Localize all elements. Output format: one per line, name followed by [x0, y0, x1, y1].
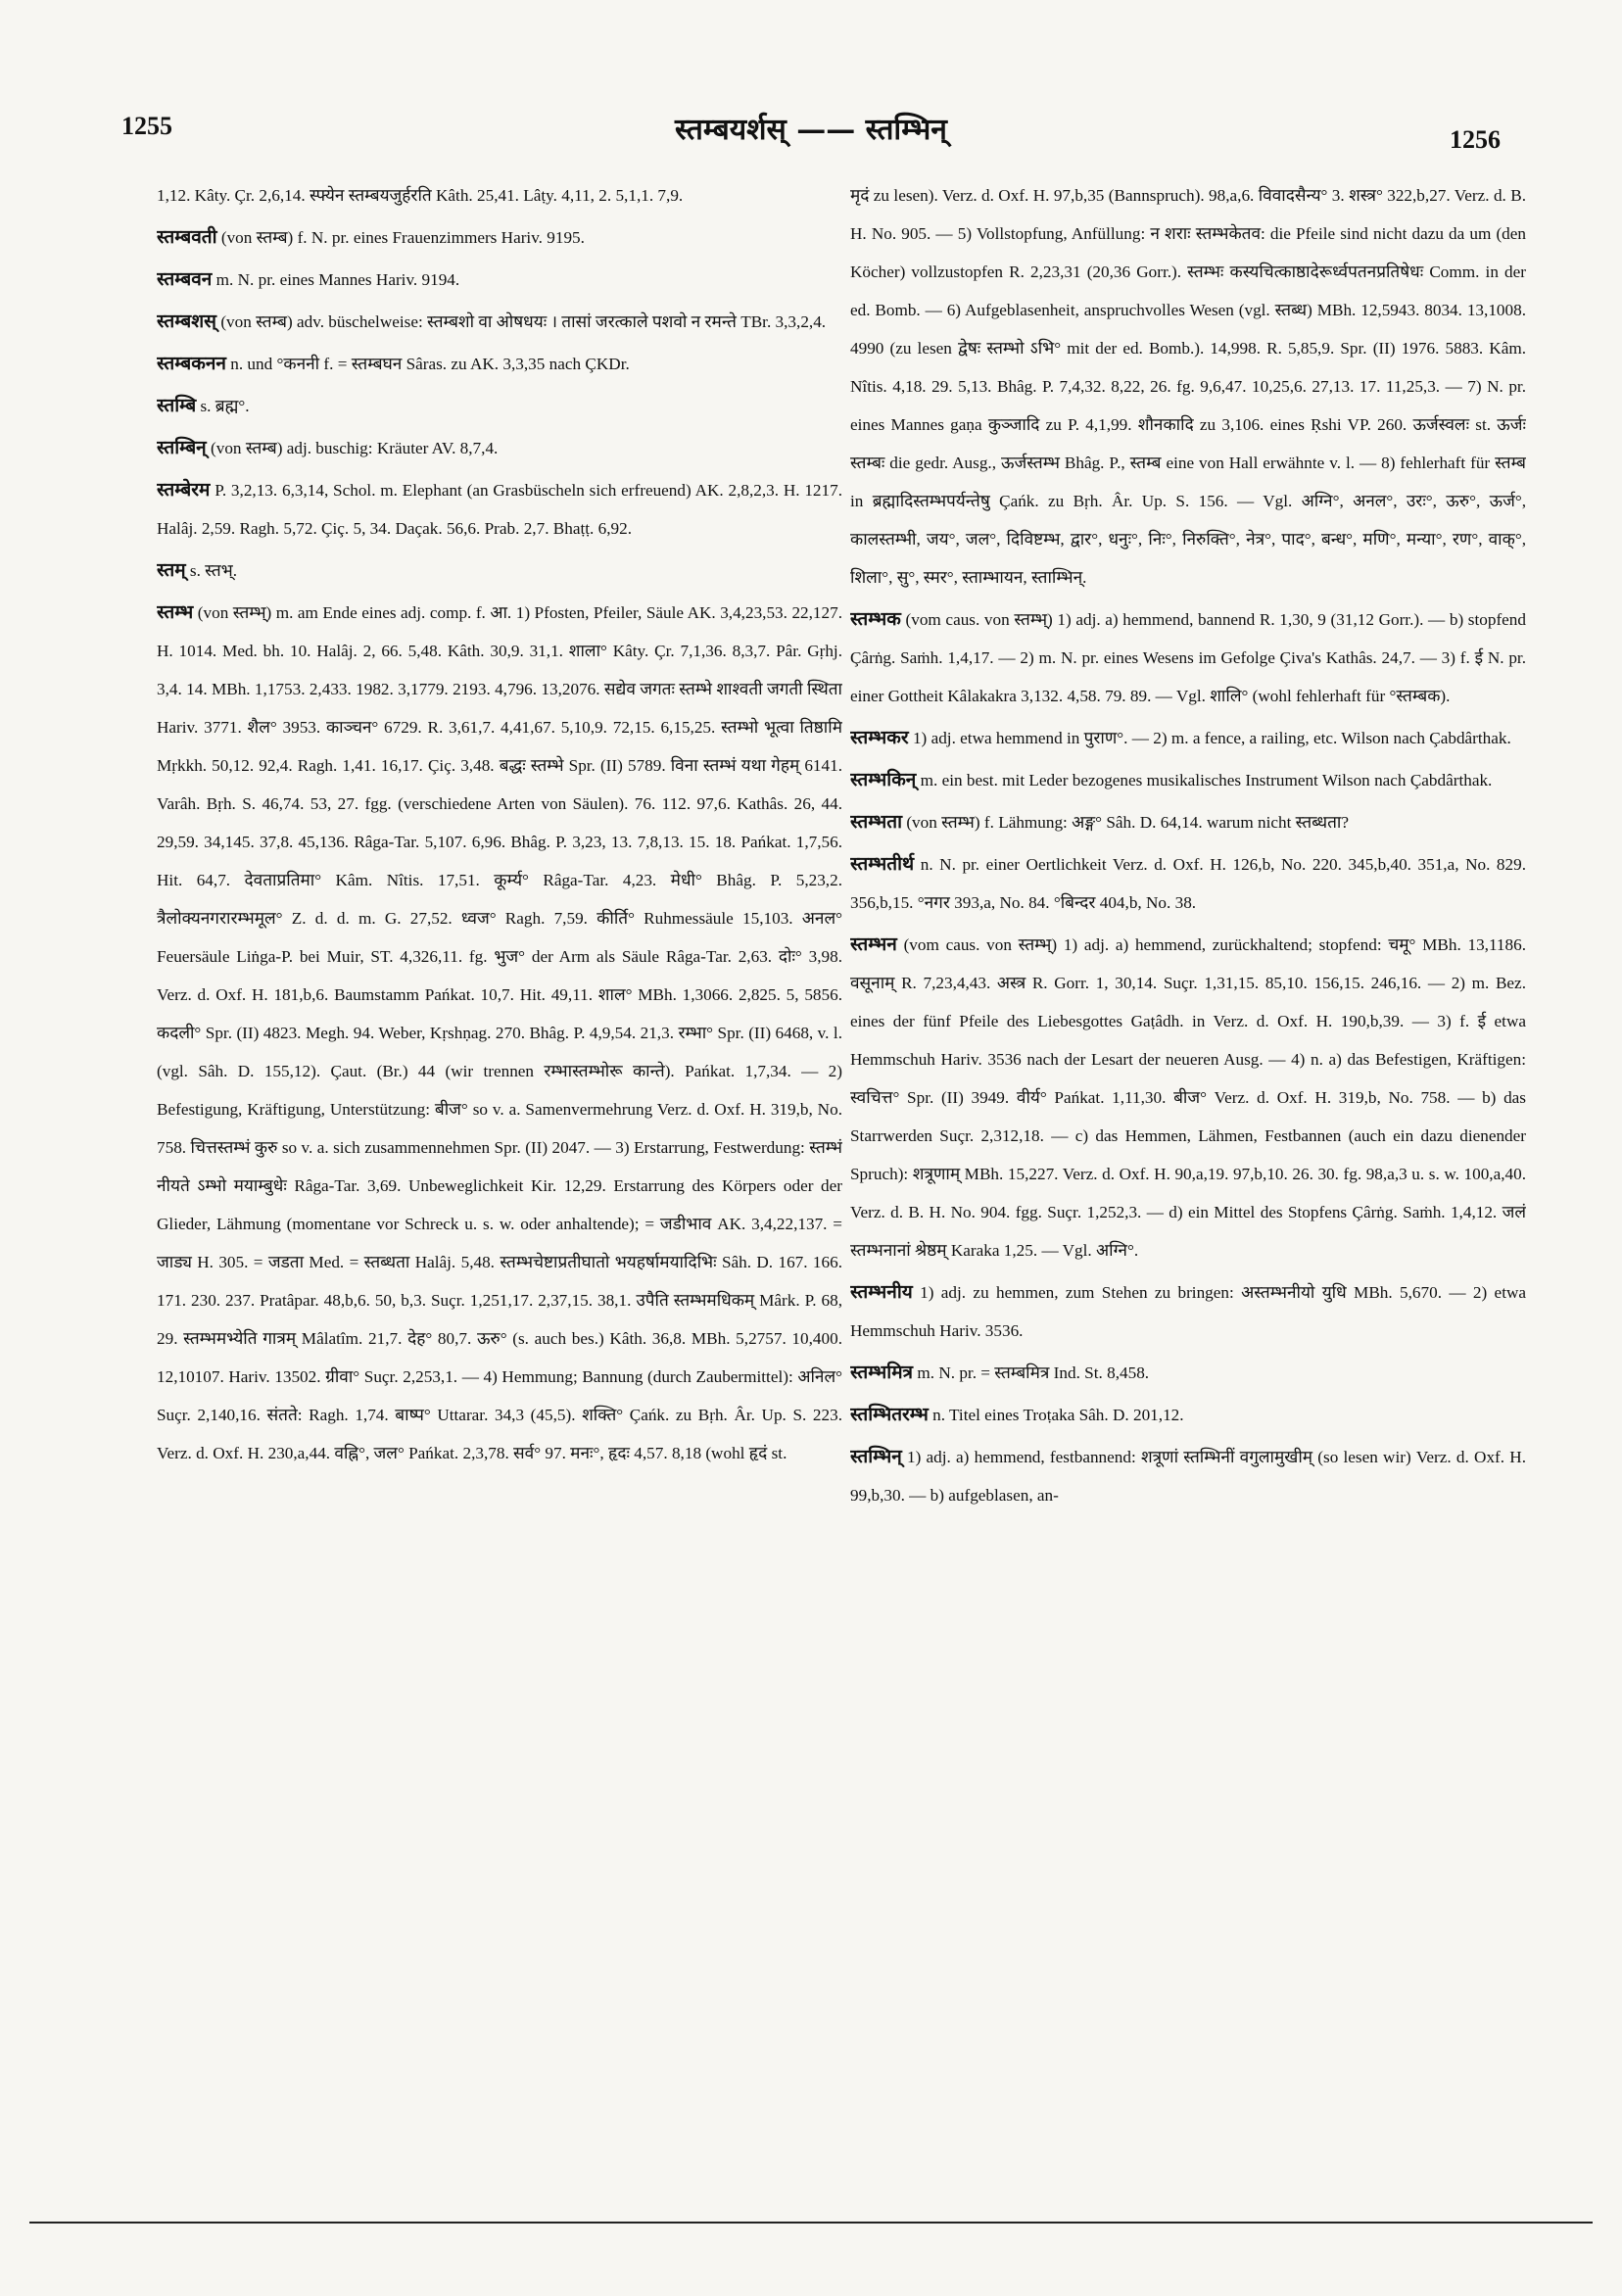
- dictionary-entry: [850, 761, 1526, 799]
- dictionary-entry: [157, 218, 842, 257]
- dictionary-entry: [850, 176, 1526, 597]
- page-header: [121, 108, 1501, 157]
- dictionary-entry: [157, 176, 842, 215]
- entry-text: m. N. pr. eines Mannes Hariv. 9194.: [215, 270, 460, 289]
- entry-text: n. und °कननी f. = स्तम्बघन Sâras. zu AK. 3,3,35 nach ÇKDr.: [230, 355, 630, 373]
- entry-headword: स्तम्बवती: [157, 226, 217, 248]
- entry-headword: स्तम्भकिन्: [850, 769, 917, 790]
- dictionary-entry: [850, 1354, 1526, 1392]
- entry-text: 1,12. Kâty. Çr. 2,6,14. स्फ्येन स्तम्बयजुर्हरति Kâth. 25,41. Lâṭy. 4,11, 2. 5,1,1. 7,9.: [157, 186, 684, 205]
- dictionary-entry: [157, 261, 842, 299]
- left-column: [157, 176, 842, 1998]
- page-number-left: 1255: [121, 112, 172, 140]
- entry-text: (von स्तम्ब) adv. büschelweise: स्तम्बशो वा ओषधयः । तासां जरत्काले पशवो न रमन्ते TBr. 3,3,2,4.: [220, 312, 827, 331]
- footer-rule: [29, 2222, 1593, 2224]
- entry-headword: स्तम्भकर: [850, 727, 909, 748]
- entry-text: m. N. pr. = स्तम्बमित्र Ind. St. 8,458.: [917, 1363, 1150, 1382]
- entry-headword: स्तम्बेरम: [157, 479, 211, 501]
- dictionary-entry: [157, 303, 842, 341]
- entry-headword: स्तम्भता: [850, 811, 903, 833]
- entry-text: 1) adj. a) hemmend, festbannend: शत्रूणां स्तम्भिनीं वगुलामुखीम् (so lesen wir) Verz. d. Oxf. H. 99,b,30. — b) aufgeblasen, an-: [850, 1448, 1526, 1505]
- page-number-right: 1256: [1450, 125, 1501, 154]
- running-head: स्तम्बयर्शस् —— स्तम्भिन्: [675, 113, 947, 147]
- entry-headword: स्तम्भ: [157, 601, 194, 623]
- entry-headword: स्तम्भक: [850, 608, 901, 630]
- entry-text: (von स्तम्भ) f. Lähmung: अङ्ग° Sâh. D. 64,14. warum nicht स्तब्धता?: [906, 813, 1349, 832]
- entry-headword: स्तम्बवन: [157, 268, 213, 290]
- entry-text: (von स्तम्ब) f. N. pr. eines Frauenzimmers Hariv. 9195.: [220, 228, 585, 247]
- entry-text: (vom caus. von स्तम्भ्) 1) adj. a) hemmend, bannend R. 1,30, 9 (31,12 Gorr.). — b) stopfend Çârṅg. Saṁh. 1,4,17. — 2) m. N. pr. eines Wesens im Gefolge Çiva's Kathâs. 24,7. — 3) f. ई N. pr. einer Gottheit Kâlakakra 3,132. 4,58. 79. 89. — Vgl. शालि° (wohl fehlerhaft für °स्तम्बक).: [850, 610, 1526, 705]
- dictionary-entry: [157, 429, 842, 467]
- dictionary-entry: [850, 719, 1526, 757]
- dictionary-entry: [850, 926, 1526, 1269]
- entry-headword: स्तम्भतीर्थ: [850, 853, 915, 875]
- entry-headword: स्तम्बि: [157, 395, 197, 416]
- entry-headword: स्तम्भितरम्भ: [850, 1404, 929, 1425]
- dictionary-entry: [157, 345, 842, 383]
- entry-text: (von स्तम्भ्) m. am Ende eines adj. comp. f. आ. 1) Pfosten, Pfeiler, Säule AK. 3,4,23,53. 22,127. H. 1014. Med. bh. 10. Halâj. 2, 66. 5,48. Kâth. 30,9. 31,1. शाला° Kâty. Çr. 7,1,36. 8,3,7. Pâr. Gṛhj. 3,4. 14. MBh. 1,1753. 2,433. 1982. 3,1779. 2193. 4,796. 13,2076. सद्येव जगतः स्तम्भे शाश्वती जगती स्थिता Hariv. 3771. शैल° 3953. काञ्चन° 6729. R. 3,61,7. 4,41,67. 5,10,9. 72,15. 6,15,25. स्तम्भो भूत्वा तिष्ठामि Mṛkkh. 50,12. 92,4. Ragh. 1,41. 16,17. Çiç. 3,48. बद्धः स्तम्भे Spr. (II) 5789. विना स्तम्भं यथा गेहम् 6141. Varâh. Bṛh. S. 46,74. 53, 27. fgg. (verschiedene Arten von Säulen). 76. 112. 97,6. Kathâs. 26, 44. 29,59. 34,145. 37,8. 45,136. Râga-Tar. 5,107. 6,96. Bhâg. P. 3,23, 13. 7,8,13. 15. 18. Pańkat. 1,7,56. Hit. 64,7. देवताप्रतिमा° Kâm. Nîtis. 17,51. कूर्म्य° Râga-Tar. 4,23. मेधी° Bhâg. P. 5,23,2. त्रैलोक्यनगरारम्भमूल° Z. d. d. m. G. 27,52. ध्वज° Ragh. 7,59. कीर्ति° Ruhmessäule 15,103. अनल° Feuersäule Liṅga-P. bei Muir, ST. 4,326,11. fg. भुज° der Arm als Säule Râga-Tar. 2,63. दोः° 3,98. Verz. d. Oxf. H. 181,b,6. Baumstamm Pańkat. 10,7. Hit. 49,11. शाल° MBh. 1,3066. 2,825. 5, 5856. कदली° Spr. (II) 4823. Megh. 94. Weber, Kṛshṇag. 270. Bhâg. P. 4,9,54. 21,3. रम्भा° Spr. (II) 6468, v. l. (vgl. Sâh. D. 155,12). Çaut. (Br.) 44 (wir trennen रम्भास्तम्भोरू कान्ते). Pańkat. 1,7,34. — 2) Befestigung, Kräftigung, Unterstützung: बीज° so v. a. Samenvermehrung Verz. d. Oxf. H. 319,b, No. 758. चित्तस्तम्भं कुरु so v. a. sich zusammennehmen Spr. (II) 2047. — 3) Erstarrung, Festwerdung: स्तम्भं नीयते ऽम्भो मयाम्बुधेः Râga-Tar. 3,69. Unbeweglichkeit Kir. 12,29. Erstarrung des Körpers oder der Glieder, Lähmung (momentane vor Schreck u. s. w. oder anhaltende); = जडीभाव AK. 3,4,22,137. = जाड्य H. 305. = जडता Med. = स्तब्धता Halâj. 5,48. स्तम्भचेष्टाप्रतीघातो भयहर्षामयादिभिः Sâh. D. 167. 166. 171. 230. 237. Pratâpar. 48,b,6. 50, b,3. Suçr. 1,251,17. 2,37,15. 38,1. उपैति स्तम्भमधिकम् Mârk. P. 68, 29. स्तम्भमभ्येति गात्रम् Mâlatîm. 21,7. देह° 80,7. ऊरु° (s. auch bes.) Kâth. 36,8. MBh. 5,2757. 10,400. 12,10107. Hariv. 13502. ग्रीवा° Suçr. 2,253,1. — 4) Hemmung; Bannung (durch Zaubermittel): अनिल° Suçr. 2,140,16. संतते: Ragh. 1,74. बाष्प° Uttarar. 34,3 (45,5). शक्ति° Çańk. zu Bṛh. Âr. Up. S. 223. Verz. d. Oxf. H. 230,a,44. वह्नि°, जल° Pańkat. 2,3,78. सर्व° 97. मनः°, हृदः 4,57. 8,18 (wohl हृदं st.: [157, 603, 842, 1462]
- entry-text: n. Titel eines Troṭaka Sâh. D. 201,12.: [932, 1406, 1184, 1424]
- dictionary-entry: [850, 600, 1526, 715]
- entry-text: n. N. pr. einer Oertlichkeit Verz. d. Oxf. H. 126,b, No. 220. 345,b,40. 351,a, No. 829. 356,b,15. °नगर 393,a, No. 84. °बिन्दर 404,b, No. 38.: [850, 855, 1526, 912]
- dictionary-entry: [850, 845, 1526, 922]
- entry-headword: स्तम्भिन्: [850, 1446, 902, 1467]
- entry-text: मृदं zu lesen). Verz. d. Oxf. H. 97,b,35 (Bannspruch). 98,a,6. विवादसैन्य° 3. शस्त्र° 322,b,27. Verz. d. B. H. No. 905. — 5) Vollstopfung, Anfüllung: न शराः स्तम्भकेतव: die Pfeile sind nicht dazu da um (den Köcher) vollzustopfen R. 2,23,31 (20,36 Gorr.). स्तम्भः कस्यचित्काष्ठादेरूर्ध्वपतनप्रतिषेधः Comm. in der ed. Bomb. — 6) Aufgeblasenheit, anspruchvolles Wesen (vgl. स्तब्ध) MBh. 12,5943. 8034. 13,1008. 4990 (zu lesen द्वेषः स्तम्भो ऽभि° mit der ed. Bomb.). 14,998. R. 5,85,9. Spr. (II) 1976. 5883. Kâm. Nîtis. 4,18. 29. 5,13. Bhâg. P. 7,4,32. 8,22, 26. fg. 9,6,47. 10,25,6. 27,13. 17. 11,25,3. — 7) N. pr. eines Mannes gaṇa कुञ्जादि zu P. 4,1,99. शौनकादि zu 3,106. eines Ṛshi VP. 260. ऊर्जस्वलः st. ऊर्जः स्तम्बः die gedr. Ausg., ऊर्जस्तम्भ Bhâg. P., स्तम्ब eine von Hall erwähnte v. l. — 8) fehlerhaft für स्तम्ब in ब्रह्मादिस्तम्भपर्यन्तेषु Çańk. zu Bṛh. Âr. Up. S. 156. — Vgl. अग्नि°, अनल°, उरः°, ऊरु°, ऊर्ज°, कालस्तम्भी, जय°, जल°, दिविष्टम्भ, द्वार°, धनुः°, निः°, निरुक्ति°, नेत्र°, पाद°, बन्ध°, मणि°, मन्या°, रण°, वाक्°, शिला°, सु°, स्मर°, स्ताम्भायन, स्ताम्भिन्.: [850, 186, 1526, 587]
- dictionary-entry: [157, 387, 842, 425]
- entry-text: P. 3,2,13. 6,3,14, Schol. m. Elephant (an Grasbüscheln sich erfreuend) AK. 2,8,2,3. H. 1217. Halâj. 2,59. Ragh. 5,72. Çiç. 5, 34. Daçak. 56,6. Prab. 2,7. Bhaṭṭ. 6,92.: [157, 481, 842, 538]
- dictionary-entry: [157, 551, 842, 590]
- entry-text: 1) adj. zu hemmen, zum Stehen zu bringen: अस्तम्भनीयो युधि MBh. 5,670. — 2) etwa Hemmschuh Hariv. 3536.: [850, 1283, 1526, 1340]
- right-column: [850, 176, 1526, 1998]
- dictionary-entry: [157, 471, 842, 548]
- dictionary-entry: [850, 1273, 1526, 1350]
- entry-headword: स्तम्: [157, 559, 186, 581]
- entry-text: s. स्तभ्.: [189, 561, 238, 580]
- entry-text: m. ein best. mit Leder bezogenes musikalisches Instrument Wilson nach Çabdârthak.: [920, 771, 1493, 789]
- entry-headword: स्तम्बिन्: [157, 437, 207, 458]
- dictionary-entry: [157, 594, 842, 1472]
- entry-headword: स्तम्बकनन: [157, 353, 226, 374]
- dictionary-entry: [850, 1396, 1526, 1434]
- entry-headword: स्तम्भनीय: [850, 1281, 913, 1303]
- entry-text: s. ब्रह्म°.: [200, 397, 250, 415]
- entry-text: (vom caus. von स्तम्भ्) 1) adj. a) hemmend, zurückhaltend; stopfend: चमू° MBh. 13,1186. वसूनाम् R. 7,23,4,43. अस्त्र R. Gorr. 1, 30,14. Suçr. 1,31,15. 85,10. 156,15. 246,16. — 2) m. Bez. eines der fünf Pfeile des Liebesgottes Gaṭâdh. in Verz. d. Oxf. H. 190,b,39. — 3) f. ई etwa Hemmschuh Hariv. 3536 nach der Lesart der neueren Ausg. — 4) n. a) das Befestigen, Kräftigen: स्वचित्त° Spr. (II) 3949. वीर्य° Pańkat. 1,11,30. बीज° Verz. d. Oxf. H. 319,b, No. 758. — b) das Starrwerden Suçr. 2,312,18. — c) das Hemmen, Lähmen, Festbannen (auch ein dazu dienender Spruch): शत्रूणाम् MBh. 15,227. Verz. d. Oxf. H. 90,a,19. 97,b,10. 26. 30. fg. 98,a,3 u. s. w. 100,a,40. Verz. d. B. H. No. 904. fgg. Suçr. 1,252,3. — d) ein Mittel des Stopfens Çârṅg. Saṁh. 1,4,12. जलं स्तम्भनानां श्रेष्ठम् Karaka 1,25. — Vgl. अग्नि°.: [850, 935, 1526, 1260]
- entry-headword: स्तम्बशस्: [157, 311, 217, 332]
- entry-headword: स्तम्भन: [850, 933, 897, 955]
- entry-text: (von स्तम्ब) adj. buschig: Kräuter AV. 8,7,4.: [211, 439, 499, 457]
- dictionary-entry: [850, 1438, 1526, 1514]
- entry-headword: स्तम्भमित्र: [850, 1362, 914, 1383]
- dictionary-entry: [850, 803, 1526, 841]
- entry-text: 1) adj. etwa hemmend in पुराण°. — 2) m. a fence, a railing, etc. Wilson nach Çabdârthak.: [912, 729, 1511, 747]
